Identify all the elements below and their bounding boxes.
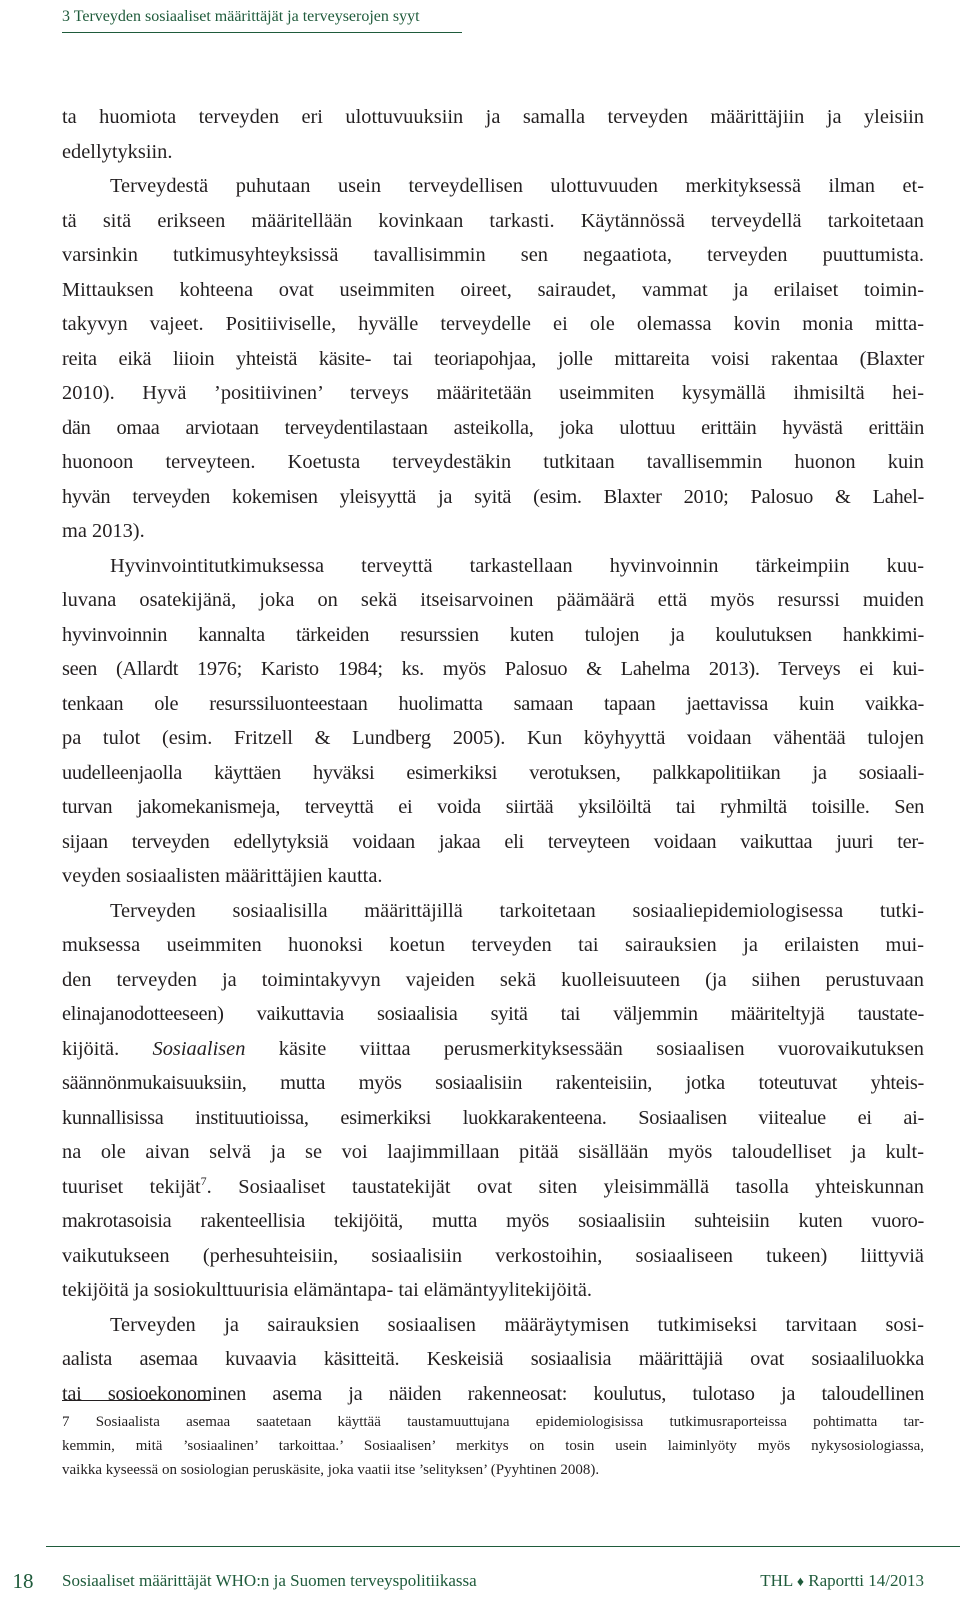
running-header: 3 Terveyden sosiaaliset määrittäjät ja terveyserojen syyt [62,6,462,33]
text-line: dän omaa arviotaan terveydentilastaan asteikolla, joka ulottuu erittäin hyvästä erittäin [62,416,924,439]
text-line [62,1032,924,1067]
report-id [760,1570,924,1594]
text-line: kunnallisissa instituutioissa, esimerkiksi luokkarakenteena. Sosiaalisen viitealue ei ai- [62,1106,924,1129]
text-line: seen (Allardt 1976; Karisto 1984; ks. myös Palosuo & Lahelma 2013). Terveys ei kui- [62,658,924,680]
text-line: hyvinvoinnin kannalta tärkeiden resurssien kuten tulojen ja koulutuksen hankkimi- [62,623,924,646]
footnote-line: 7 Sosiaalista asemaa saatetaan käyttää taustamuuttujana epidemiologisissa tutkimusraporteissa pohtimatta tar- [62,1414,924,1430]
text-line: Hyvinvointitutkimuksessa terveyttä tarkastellaan hyvinvoinnin tärkeimpiin kuu- [110,554,924,577]
text-line: vaikutukseen (perhesuhteisiin, sosiaalisiin verkostoihin, sosiaaliseen tukeen) liittyviä [62,1244,924,1267]
text-line: Terveyden sosiaalisilla määrittäjillä tarkoitetaan sosiaaliepidemiologisessa tutki- [110,899,924,922]
text-line [62,1170,924,1205]
report-number: Raportti 14/2013 [808,1571,924,1590]
text-line: veyden sosiaalisten määrittäjien kautta. [62,865,383,887]
text-line: den terveyden ja toimintakyvyn vajeiden sekä kuolleisuuteen (ja siihen perustuvaan [62,968,924,991]
publisher: THL [760,1571,793,1590]
body-text [62,100,924,1411]
text-line: ma 2013). [62,520,145,542]
diamond-icon: ♦ [796,1575,805,1590]
text-line: takyvyn vajeet. Positiiviselle, hyvälle terveydelle ei ole olemassa kovin monia mitta- [62,313,924,335]
publication-title: Sosiaaliset määrittäjät WHO:n ja Suomen terveyspolitiikassa [62,1571,477,1590]
footnote [62,1410,924,1482]
footnote-divider [62,1400,210,1401]
text-line: reita eikä liioin yhteistä käsite- tai teoriapohjaa, jolle mittareita voisi rakentaa (Blaxter [62,347,924,370]
text-line: sijaan terveyden edellytyksiä voidaan jakaa eli terveyteen voidaan vaikuttaa juuri ter- [62,830,924,853]
text-line: luvana osatekijänä, joka on sekä itseisarvoinen päämäärä että myös resurssi muiden [62,589,924,611]
footnote-line: vaikka kyseessä on sosiologian peruskäsite, joka vaatii itse ’selityksen’ (Pyyhtinen 2008). [62,1462,600,1478]
text-line: varsinkin tutkimusyhteyksissä tavallisimmin sen negaatiota, terveyden puuttumista. [62,244,924,266]
page-number: 18 [0,1546,46,1622]
text-line: edellytyksiin. [62,140,173,163]
text-line: Terveydestä puhutaan usein terveydellisen ulottuvuuden merkityksessä ilman et- [110,175,924,197]
text-line: na ole aivan selvä ja se voi laajimmillaan pitää sisällään myös taloudelliset ja kult- [62,1141,924,1163]
footer-divider [0,1546,960,1547]
text-line: tä sitä erikseen määritellään kovinkaan tarkasti. Käytännössä terveydellä tarkoitetaan [62,209,924,232]
text-run: . Sosiaaliset taustatekijät ovat siten yleisimmällä tasolla yhteiskunnan [206,1175,924,1198]
text-run: tuuriset tekijät [62,1175,201,1198]
text-line: Terveyden ja sairauksien sosiaalisen määräytymisen tutkimiseksi tarvitaan sosi- [110,1313,924,1336]
text-line: Mittauksen kohteena ovat useimmiten oireet, sairaudet, vammat ja erilaiset toimin- [62,278,924,301]
text-line: aalista asemaa kuvaavia käsitteitä. Keskeisiä sosiaalisia määrittäjiä ovat sosiaaliluokka [62,1348,924,1370]
text-run: kijöitä. [62,1037,153,1060]
text-line: uudelleenjaolla käyttäen hyväksi esimerkiksi verotuksen, palkkapolitiikan ja sosiaali- [62,761,924,784]
text-line: hyvän terveyden kokemisen yleisyyttä ja syitä (esim. Blaxter 2010; Palosuo & Lahel- [62,485,924,508]
emphasis-term: Sosiaalisen [152,1037,246,1060]
text-line: huonoon terveyteen. Koetusta terveydestäkin tutkitaan tavallisemmin huonon kuin [62,451,924,473]
text-line: säännönmukaisuuksiin, mutta myös sosiaalisiin rakenteisiin, jotka toteutuvat yhteis- [62,1072,924,1094]
text-line: 2010). Hyvä ’positiivinen’ terveys määritetään useimmiten kysymällä ihmisiltä hei- [62,382,924,404]
text-line: elinajanodotteeseen) vaikuttavia sosiaalisia syitä tai väljemmin määriteltyjä taustate- [62,1003,924,1025]
text-line: tenkaan ole resurssiluonteestaan huolimatta samaan tapaan jaettavissa kuin vaikka- [62,692,924,715]
text-run: käsite viittaa perusmerkityksessään sosiaalisen vuorovaikutuksen [245,1037,924,1060]
text-line: pa tulot (esim. Fritzell & Lundberg 2005). Kun köyhyyttä voidaan vähentää tulojen [62,727,924,749]
footnote-line: kemmin, mitä ’sosiaalinen’ tarkoittaa.’ Sosiaalisen’ merkitys on tosin usein laiminlyöty myös nykysosiologiassa, [62,1438,924,1454]
footnote-ref: 7 [200,1173,207,1188]
text-line: muksessa useimmiten huonoksi koetun terveyden tai sairauksien ja erilaisten mui- [62,934,924,956]
text-line: tekijöitä ja sosiokulttuurisia elämäntapa- tai elämäntyylitekijöitä. [62,1279,593,1301]
text-line: ta huomiota terveyden eri ulottuvuuksiin ja samalla terveyden määrittäjiin ja yleisiin [62,106,924,128]
text-line: turvan jakomekanismeja, terveyttä ei voida siirtää yksilöiltä tai ryhmiltä toisille. Sen [62,796,924,818]
text-line: tai sosioekonominen asema ja näiden rakenneosat: koulutus, tulotaso ja taloudellinen [62,1382,924,1405]
text-line: makrotasoisia rakenteellisia tekijöitä, mutta myös sosiaalisiin suhteisiin kuten vuoro- [62,1210,924,1232]
